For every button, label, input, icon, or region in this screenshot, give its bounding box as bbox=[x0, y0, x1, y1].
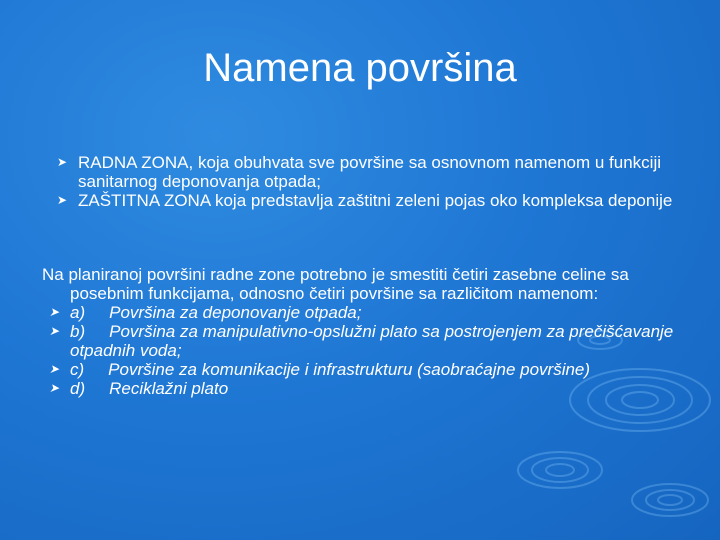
list-item-text: Površine za komunikacije i infrastrukturu (saobraćajne površine) bbox=[108, 360, 591, 379]
list-item-text: Reciklažni plato bbox=[109, 379, 229, 398]
arrow-bullet-icon: ➤ bbox=[49, 381, 60, 395]
arrow-bullet-icon: ➤ bbox=[57, 193, 68, 207]
arrow-bullet-icon: ➤ bbox=[49, 324, 60, 338]
arrow-bullet-icon: ➤ bbox=[49, 305, 60, 319]
list-item bbox=[42, 303, 692, 322]
list-item-text: Površina za manipulativno-opslužni plato sa postrojenjem za prečišćavanje otpadnih voda; bbox=[70, 322, 674, 360]
list-item-text: RADNA ZONA, koja obuhvata sve površine sa osnovnom namenom u funkciji sanitarnog deponovanja otpada; bbox=[78, 153, 661, 191]
intro-paragraph: Na planiranoj površini radne zone potrebno je smestiti četiri zasebne celine sa posebnim funkcijama, odnosno četiri površine sa različitom namenom: bbox=[42, 265, 629, 303]
arrow-bullet-icon: ➤ bbox=[49, 362, 60, 376]
list-item-text: Površina za deponovanje otpada; bbox=[109, 303, 362, 322]
zone-list bbox=[50, 153, 690, 210]
list-item bbox=[50, 153, 690, 191]
arrow-bullet-icon: ➤ bbox=[57, 155, 68, 169]
list-item bbox=[42, 379, 692, 398]
list-item bbox=[42, 322, 692, 360]
list-item-text: ZAŠTITNA ZONA koja predstavlja zaštitni zeleni pojas oko kompleksa deponije bbox=[78, 191, 673, 210]
list-item bbox=[50, 191, 690, 210]
list-item-letter: c) bbox=[70, 360, 85, 379]
list-item-letter: a) bbox=[70, 303, 86, 322]
slide-title: Namena površina bbox=[203, 46, 517, 90]
list-item-letter: b) bbox=[70, 322, 86, 341]
list-item bbox=[42, 360, 692, 379]
purpose-section bbox=[42, 265, 692, 398]
list-item-letter: d) bbox=[70, 379, 86, 398]
